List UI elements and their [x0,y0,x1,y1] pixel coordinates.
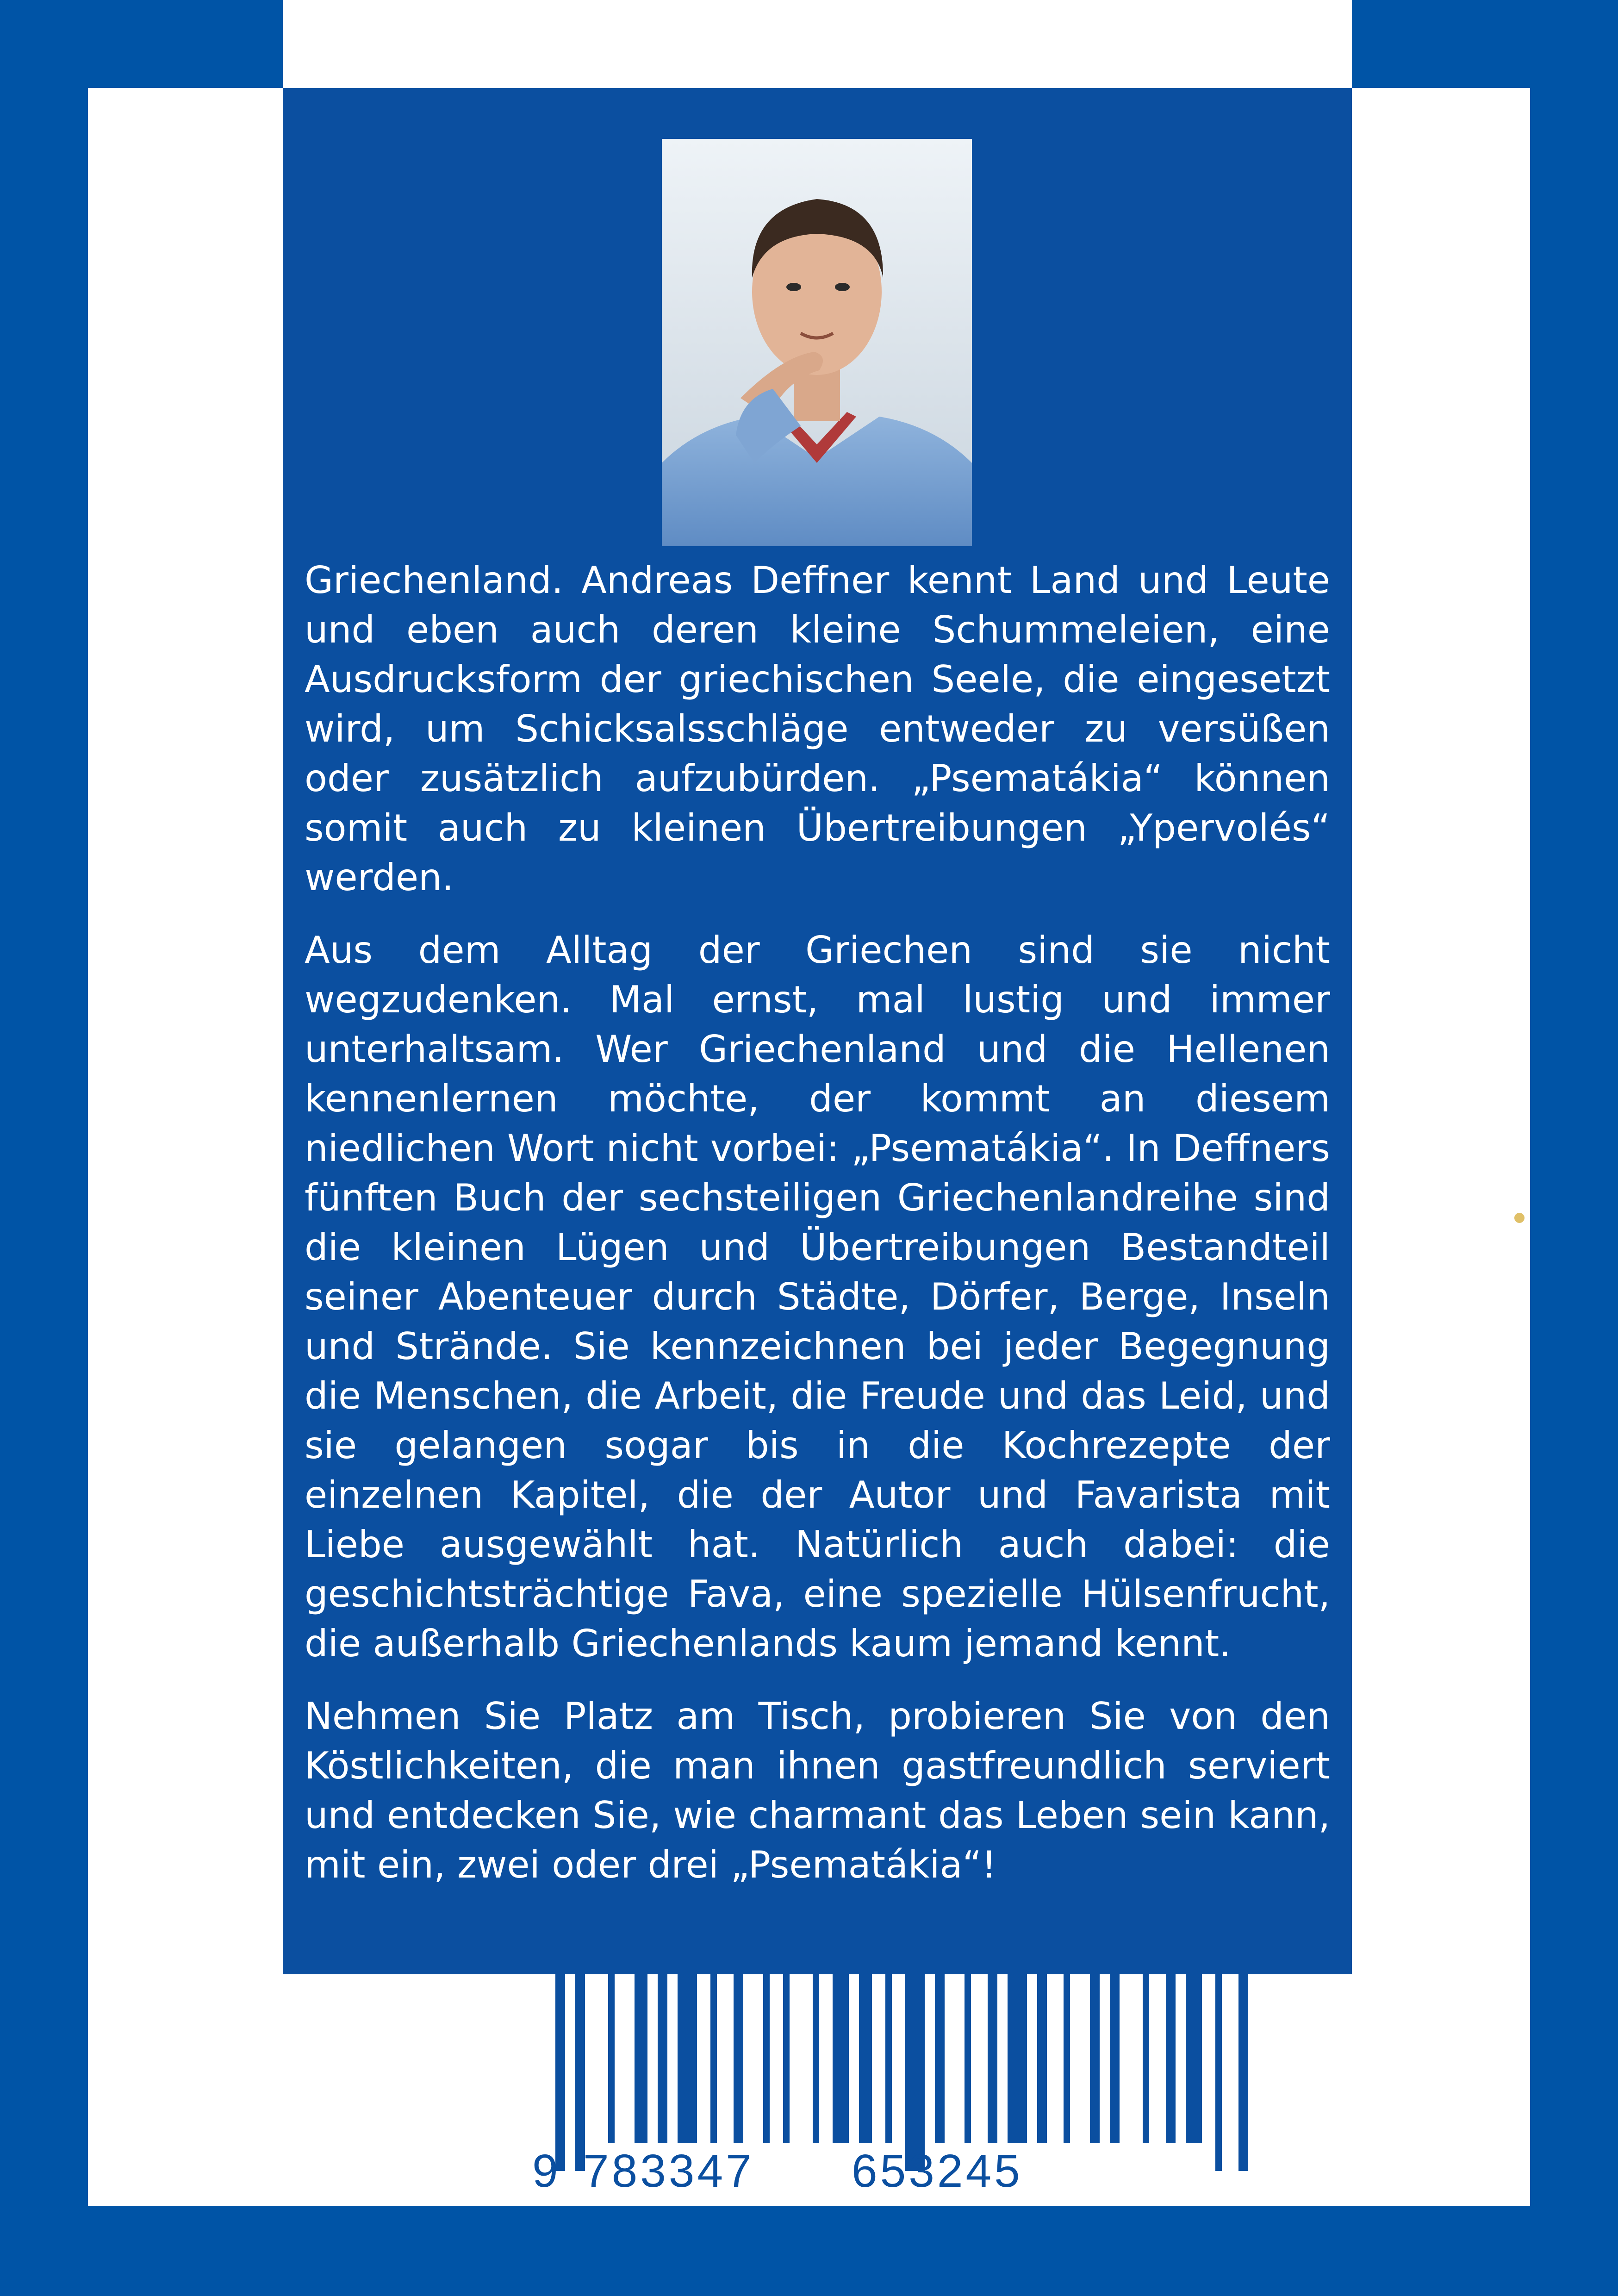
barcode-bar [1037,1972,1047,2143]
barcode-digits [518,2145,1111,2197]
blurb-paragraph-2: Aus dem Alltag der Griechen sind sie nicht wegzudenken. Mal ernst, mal lustig und immer unterhaltsam. Wer Griechenland und die Hellenen kennenlernen möchte, der kommt an diesem niedlichen Wort nicht vorbei: „Psematákia“. In Deffners fünften Buch der sechsteiligen Griechenlandreihe sind die kleinen Lügen und Übertreibungen Bestandteil seiner Abenteuer durch Städte, Dörfer, Berge, Inseln und Strände. Sie kennzeichnen bei jeder Begegnung die Menschen, die Arbeit, die Freude und das Leid, und sie gelangen sogar bis in die Kochrezepte der einzelnen Kapitel, die der Autor und Favarista mit Liebe ausgewählt hat. Natürlich auch dabei: die geschichtsträchtige Fava, eine spezielle Hülsenfrucht, die außerhalb Griechenlands kaum jemand kennt. [305,929,1330,1665]
barcode-bar [1143,1972,1149,2143]
barcode-bar [635,1972,647,2143]
barcode-bar [813,1972,819,2143]
barcode-bar [1008,1972,1027,2143]
barcode-bar [1064,1972,1070,2143]
barcode-bar [1238,1972,1248,2171]
barcode-bar [678,1972,697,2143]
barcode-bar [1090,1972,1100,2143]
back-cover-panel [283,88,1352,1974]
barcode-bar [734,1972,743,2143]
barcode-bar [988,1972,997,2143]
author-portrait [662,139,972,546]
barcode-bar [905,1972,925,2171]
barcode-bar [1186,1972,1202,2143]
barcode-bar [833,1972,849,2143]
barcode-bar [885,1972,892,2143]
barcode-bar [608,1972,615,2143]
blurb-paragraph-1: Griechenland. Andreas Deffner kennt Land und Leute und eben auch deren kleine Schummeleien, eine Ausdrucksform der griechischen Seele, die eingesetzt wird, um Schicksalsschläge entweder zu versüßen oder zusätzlich aufzubürden. „Psematákia“ können somit auch zu kleinen Übertreibungen „Ypervolés“ werden. [305,559,1330,899]
barcode-digits-left: 783347 [583,2145,754,2197]
author-photo-icon [662,139,972,546]
barcode-digits-right: 653245 [852,2145,1023,2197]
barcode-bar [1215,1972,1222,2171]
barcode-bars [518,1972,1111,2166]
decorative-dot [1514,1213,1525,1223]
barcode-bar [1110,1972,1120,2143]
barcode-bar [965,1972,971,2143]
barcode-bar [1166,1972,1176,2143]
blurb-paragraph-3: Nehmen Sie Platz am Tisch, probieren Sie von den Köstlichkeiten, die man ihnen gastfreundlich serviert und entdecken Sie, wie charmant das Leben sein kann, mit ein, zwei oder drei „Psematákia“! [305,1695,1330,1886]
white-frame-top [283,0,1352,88]
barcode-bar [555,1972,565,2171]
barcode-bar [935,1972,945,2143]
blurb-text [305,555,1330,1913]
isbn-barcode [518,1972,1111,2197]
barcode-bar [763,1972,770,2143]
barcode-digit-first: 9 [532,2145,558,2197]
barcode-bar [575,1972,585,2171]
barcode-bar [658,1972,667,2143]
barcode-bar [783,1972,790,2143]
barcode-bar [710,1972,717,2143]
barcode-bar [859,1972,872,2143]
